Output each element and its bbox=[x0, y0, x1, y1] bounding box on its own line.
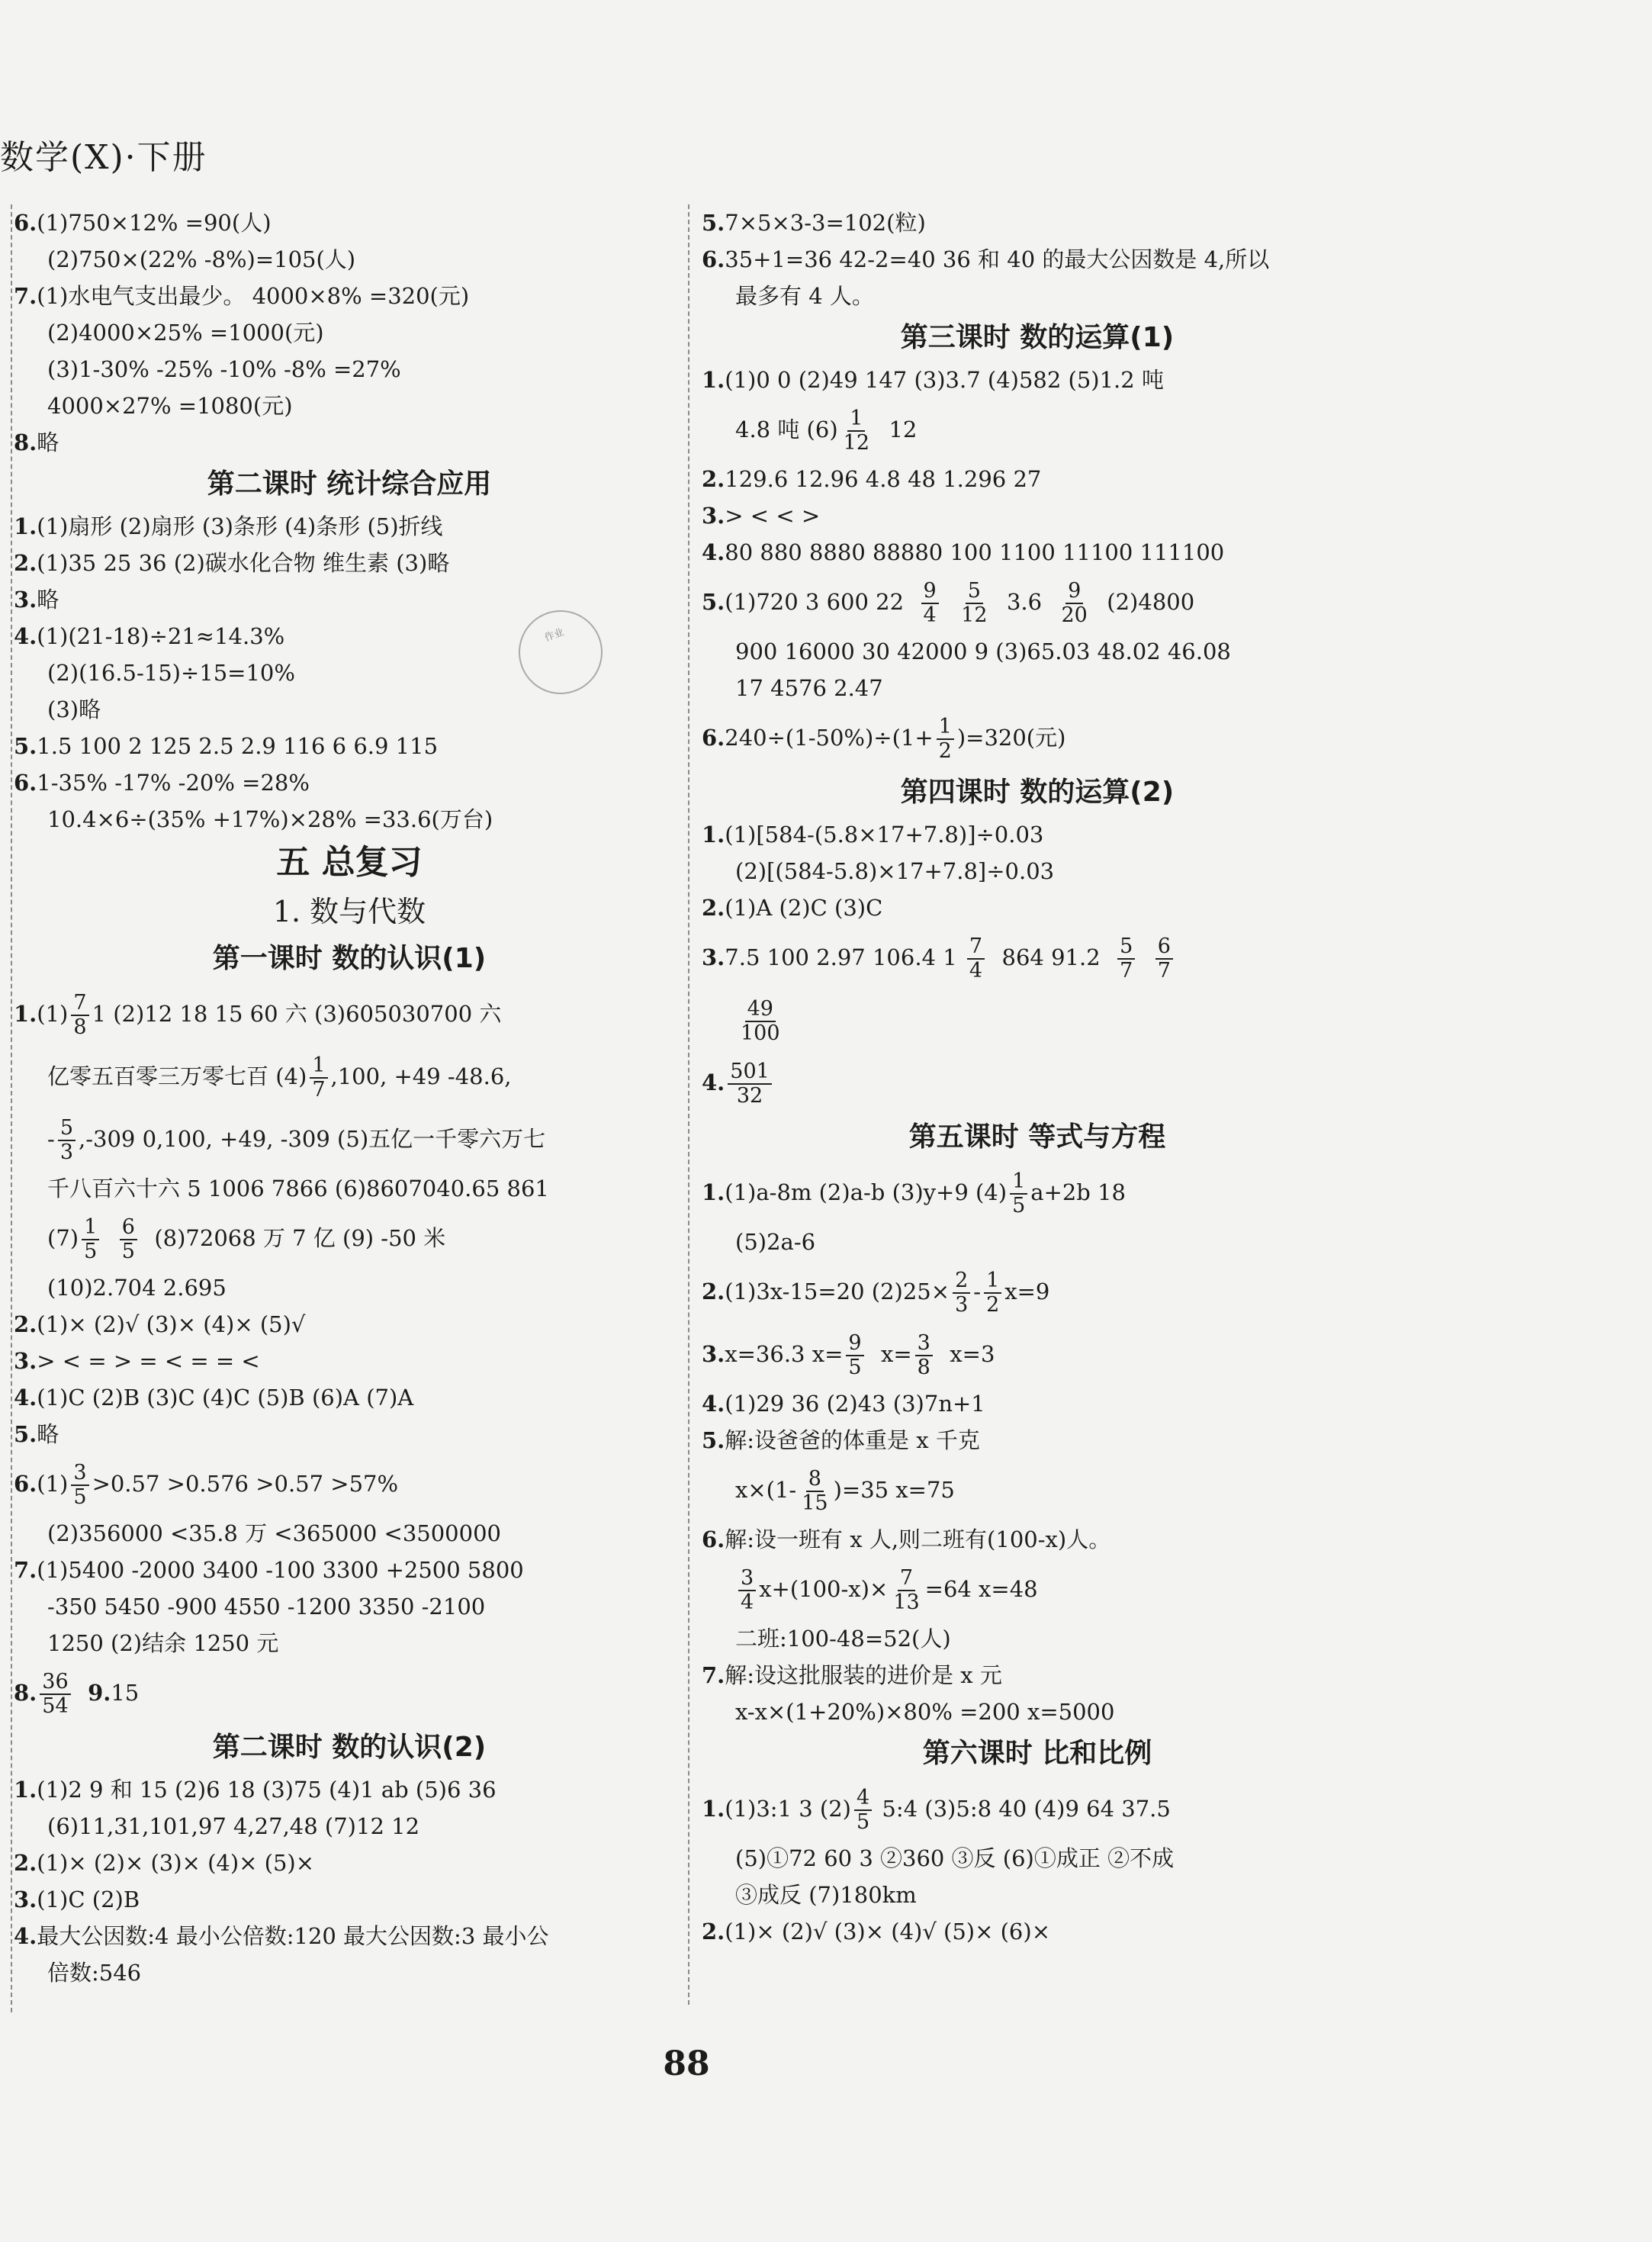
page-header: 数学(X)·下册 bbox=[0, 138, 207, 177]
answer-line: 4.(1)(21-18)÷21≈14.3% bbox=[14, 623, 285, 649]
answer-line: 3.> < = > = < = = < bbox=[14, 1348, 260, 1374]
answer-line: 倍数:546 bbox=[47, 1960, 142, 1986]
answer-line: 1.(1)扇形 (2)扇形 (3)条形 (4)条形 (5)折线 bbox=[14, 513, 443, 539]
fraction: $\frac{36}{54}$ bbox=[40, 1671, 70, 1718]
fraction: $\frac{9}{20}$ bbox=[1061, 579, 1088, 627]
answer-line: 6.解:设一班有 x 人,则二班有(100-x)人。 bbox=[702, 1526, 1111, 1552]
fraction: $\frac{1}{12}$ bbox=[843, 407, 869, 455]
answer-line: (2)(16.5-15)÷15=10% bbox=[47, 660, 295, 686]
fraction: $\frac{1}{5}$ bbox=[1010, 1170, 1027, 1217]
fraction: $\frac{1}{2}$ bbox=[984, 1269, 1001, 1317]
answer-line: $\frac{3}{4}$ x+(100-x)× $\frac{7}{13}$ =64 x=48 bbox=[702, 1558, 1373, 1620]
fraction: $\frac{5}{3}$ bbox=[58, 1117, 76, 1164]
answer-line: 4.最大公因数:4 最小公倍数:120 最大公因数:3 最小公 bbox=[14, 1923, 549, 1949]
fraction: $\frac{7}{13}$ bbox=[893, 1566, 920, 1614]
answer-line: 1250 (2)结余 1250 元 bbox=[47, 1630, 279, 1656]
answer-line: 4. $\frac{501}{32}$ bbox=[702, 1051, 1373, 1114]
fraction: $\frac{1}{5}$ bbox=[82, 1216, 99, 1263]
answer-line: 1.(1) $\frac{7}{8}$ 1 (2)12 18 15 60 六 (3)605030700 六 bbox=[14, 991, 502, 1039]
fraction: $\frac{501}{32}$ bbox=[728, 1060, 772, 1108]
answer-line: (2)4000×25% =1000(元) bbox=[47, 320, 324, 346]
answer-line: (3)1-30% -25% -10% -8% =27% bbox=[47, 356, 401, 382]
fraction: $\frac{1}{2}$ bbox=[937, 716, 954, 763]
left-column bbox=[14, 204, 685, 1991]
stamp-seal: 作业 bbox=[507, 599, 615, 706]
fraction: $\frac{9}{5}$ bbox=[846, 1332, 863, 1379]
answer-line: 7.(1)水电气支出最少。 4000×8% =320(元) bbox=[14, 283, 470, 309]
fraction: $\frac{4}{5}$ bbox=[854, 1787, 872, 1834]
answer-line: 3.略 bbox=[14, 587, 59, 613]
answer-line: 4.8 吨 (6) $\frac{1}{12}$ 12 bbox=[735, 407, 918, 455]
answer-line: 10.4×6÷(35% +17%)×28% =33.6(万台) bbox=[47, 806, 493, 832]
answer-line: 3.> < < > bbox=[702, 503, 821, 529]
fraction: $\frac{6}{7}$ bbox=[1155, 935, 1173, 983]
answer-line: - $\frac{5}{3}$ ,-309 0,100, +49, -309 (5)五亿一千零六万七 bbox=[47, 1116, 546, 1164]
fraction: $\frac{9}{4}$ bbox=[921, 580, 939, 627]
answer-line: 2.129.6 12.96 4.8 48 1.296 27 bbox=[702, 466, 1042, 492]
answer-line: 2.(1)× (2)× (3)× (4)× (5)× bbox=[14, 1850, 315, 1876]
answer-line: (2)[(584-5.8)×17+7.8]÷0.03 bbox=[735, 858, 1055, 884]
answer-line: 5.略 bbox=[14, 1421, 59, 1447]
answer-line: 2.(1)× (2)√ (3)× (4)× (5)√ bbox=[14, 1311, 306, 1337]
answer-line: 4.(1)C (2)B (3)C (4)C (5)B (6)A (7)A bbox=[14, 1385, 414, 1410]
fraction: $\frac{6}{5}$ bbox=[120, 1216, 137, 1263]
lesson-title: 第一课时 数的认识(1) bbox=[212, 943, 487, 974]
fraction: $\frac{5}{7}$ bbox=[1117, 935, 1135, 983]
answer-line: 1.(1)2 9 和 15 (2)6 18 (3)75 (4)1 ab (5)6 36 bbox=[14, 1777, 497, 1803]
fraction: $\frac{2}{3}$ bbox=[953, 1269, 970, 1317]
answer-line: 7.解:设这批服装的进价是 x 元 bbox=[702, 1662, 1002, 1688]
answer-line: 5.(1)720 3 600 22 $\frac{9}{4}$ $\frac{5}{12}$ 3.6 $\frac{9}{20}$ (2)4800 bbox=[702, 579, 1195, 627]
answer-line: 二班:100-48=52(人) bbox=[735, 1626, 951, 1652]
section-title: 1. 数与代数 bbox=[272, 895, 426, 928]
answer-line: (6)11,31,101,97 4,27,48 (7)12 12 bbox=[47, 1813, 420, 1839]
fraction: $\frac{7}{8}$ bbox=[71, 992, 88, 1039]
answer-line: (2)750×(22% -8%)=105(人) bbox=[47, 246, 356, 272]
answer-line: 4000×27% =1080(元) bbox=[47, 393, 293, 419]
answer-line: 2.(1)× (2)√ (3)× (4)√ (5)× (6)× bbox=[702, 1919, 1050, 1944]
answer-line: -350 5450 -900 4550 -1200 3350 -2100 bbox=[47, 1594, 486, 1620]
answer-line: 3.x=36.3 x= $\frac{9}{5}$ x= $\frac{3}{8}$ x=3 bbox=[702, 1331, 995, 1379]
lesson-title: 第二课时 数的认识(2) bbox=[212, 1732, 487, 1763]
answer-line: 8. $\frac{36}{54}$ 9.15 bbox=[14, 1670, 140, 1718]
answer-line: 900 16000 30 42000 9 (3)65.03 48.02 46.08 bbox=[735, 639, 1231, 664]
fraction: $\frac{8}{15}$ bbox=[802, 1467, 828, 1515]
fraction: $\frac{3}{4}$ bbox=[738, 1567, 756, 1614]
answer-line: 4.80 880 8880 88880 100 1100 11100 111100 bbox=[702, 539, 1225, 565]
answer-line: 2.(1)3x-15=20 (2)25× $\frac{2}{3}$ - $\frac{1}{2}$ x=9 bbox=[702, 1269, 1050, 1317]
answer-line: 亿零五百零三万零七百 (4) $\frac{1}{7}$ ,100, +49 -48.6, bbox=[47, 1053, 512, 1102]
fraction: $\frac{7}{4}$ bbox=[967, 935, 985, 983]
answer-line: 6.(1)750×12% =90(人) bbox=[14, 210, 272, 236]
answer-line: x×(1- $\frac{8}{15}$ )=35 x=75 bbox=[735, 1467, 955, 1515]
answer-line bbox=[702, 989, 1373, 1051]
fraction: $\frac{3}{8}$ bbox=[915, 1332, 933, 1379]
answer-line: 4.(1)29 36 (2)43 (3)7n+1 bbox=[702, 1391, 985, 1417]
fraction: $\frac{49}{100}$ bbox=[741, 997, 780, 1045]
answer-line: 6.(1) $\frac{3}{5}$ >0.57 >0.576 >0.57 >57% bbox=[14, 1461, 399, 1509]
answer-line: 1.(1)3:1 3 (2) $\frac{4}{5}$ 5:4 (3)5:8 40 (4)9 64 37.5 bbox=[702, 1786, 1171, 1834]
answer-line: 17 4576 2.47 bbox=[735, 675, 883, 701]
answer-line: (5)2a-6 bbox=[735, 1229, 816, 1255]
fraction: $\frac{1}{7}$ bbox=[310, 1054, 327, 1102]
column-divider bbox=[688, 204, 689, 2005]
fraction: $\frac{3}{5}$ bbox=[71, 1462, 88, 1509]
answer-line: x-x×(1+20%)×80% =200 x=5000 bbox=[735, 1699, 1115, 1725]
answer-line: 6.240÷(1-50%)÷(1+ $\frac{1}{2}$ )=320(元) bbox=[702, 715, 1066, 763]
answer-line: (5)①72 60 3 ②360 ③反 (6)①成正 ②不成 bbox=[735, 1845, 1175, 1871]
answer-line: ③成反 (7)180km bbox=[735, 1882, 917, 1908]
answer-line: (10)2.704 2.695 bbox=[47, 1275, 227, 1301]
answer-line: 1.(1)0 0 (2)49 147 (3)3.7 (4)582 (5)1.2 吨 bbox=[702, 367, 1164, 393]
answer-line: 3.7.5 100 2.97 106.4 1 $\frac{7}{4}$ 864 91.2 $\frac{5}{7}$ $\frac{6}{7}$ bbox=[702, 926, 1373, 989]
answer-line: 6.1-35% -17% -20% =28% bbox=[14, 770, 310, 796]
answer-line: 3.(1)C (2)B bbox=[14, 1887, 140, 1912]
chapter-title: 五 总复习 bbox=[276, 843, 423, 882]
answer-line: 2.(1)35 25 36 (2)碳水化合物 维生素 (3)略 bbox=[14, 550, 450, 576]
lesson-title: 第六课时 比和比例 bbox=[922, 1738, 1152, 1769]
answer-line: 8.略 bbox=[14, 429, 59, 455]
answer-line: (2)356000 <35.8 万 <365000 <3500000 bbox=[47, 1520, 501, 1546]
answer-line: 5.1.5 100 2 125 2.5 2.9 116 6 6.9 115 bbox=[14, 733, 439, 759]
answer-line: 最多有 4 人。 bbox=[735, 283, 874, 309]
answer-line: (3)略 bbox=[47, 696, 101, 722]
answer-line: 6.35+1=36 42-2=40 36 和 40 的最大公因数是 4,所以 bbox=[702, 246, 1270, 272]
answer-line: (7) $\frac{1}{5}$ $\frac{6}{5}$ (8)72068 万 7 亿 (9) -50 米 bbox=[47, 1215, 446, 1263]
fraction: $\frac{5}{12}$ bbox=[961, 579, 988, 627]
lesson-title: 第五课时 等式与方程 bbox=[908, 1121, 1166, 1153]
lesson-title: 第三课时 数的运算(1) bbox=[900, 322, 1175, 353]
page-number: 88 bbox=[663, 2044, 710, 2083]
answer-line: 2.(1)A (2)C (3)C bbox=[702, 895, 883, 921]
answer-line: 1.(1)a-8m (2)a-b (3)y+9 (4) $\frac{1}{5}$ a+2b 18 bbox=[702, 1169, 1126, 1217]
lesson-title: 第四课时 数的运算(2) bbox=[900, 777, 1175, 808]
left-margin-divider bbox=[11, 204, 12, 2012]
answer-line: 5.解:设爸爸的体重是 x 千克 bbox=[702, 1427, 980, 1453]
answer-line: 7.(1)5400 -2000 3400 -100 3300 +2500 5800 bbox=[14, 1557, 524, 1583]
answer-line: 5.7×5×3-3=102(粒) bbox=[702, 210, 926, 236]
lesson-title: 第二课时 统计综合应用 bbox=[207, 468, 492, 500]
right-column bbox=[702, 204, 1373, 1950]
answer-line: 千八百六十六 5 1006 7866 (6)8607040.65 861 bbox=[47, 1176, 549, 1201]
answer-line: 1.(1)[584-(5.8×17+7.8)]÷0.03 bbox=[702, 822, 1044, 848]
